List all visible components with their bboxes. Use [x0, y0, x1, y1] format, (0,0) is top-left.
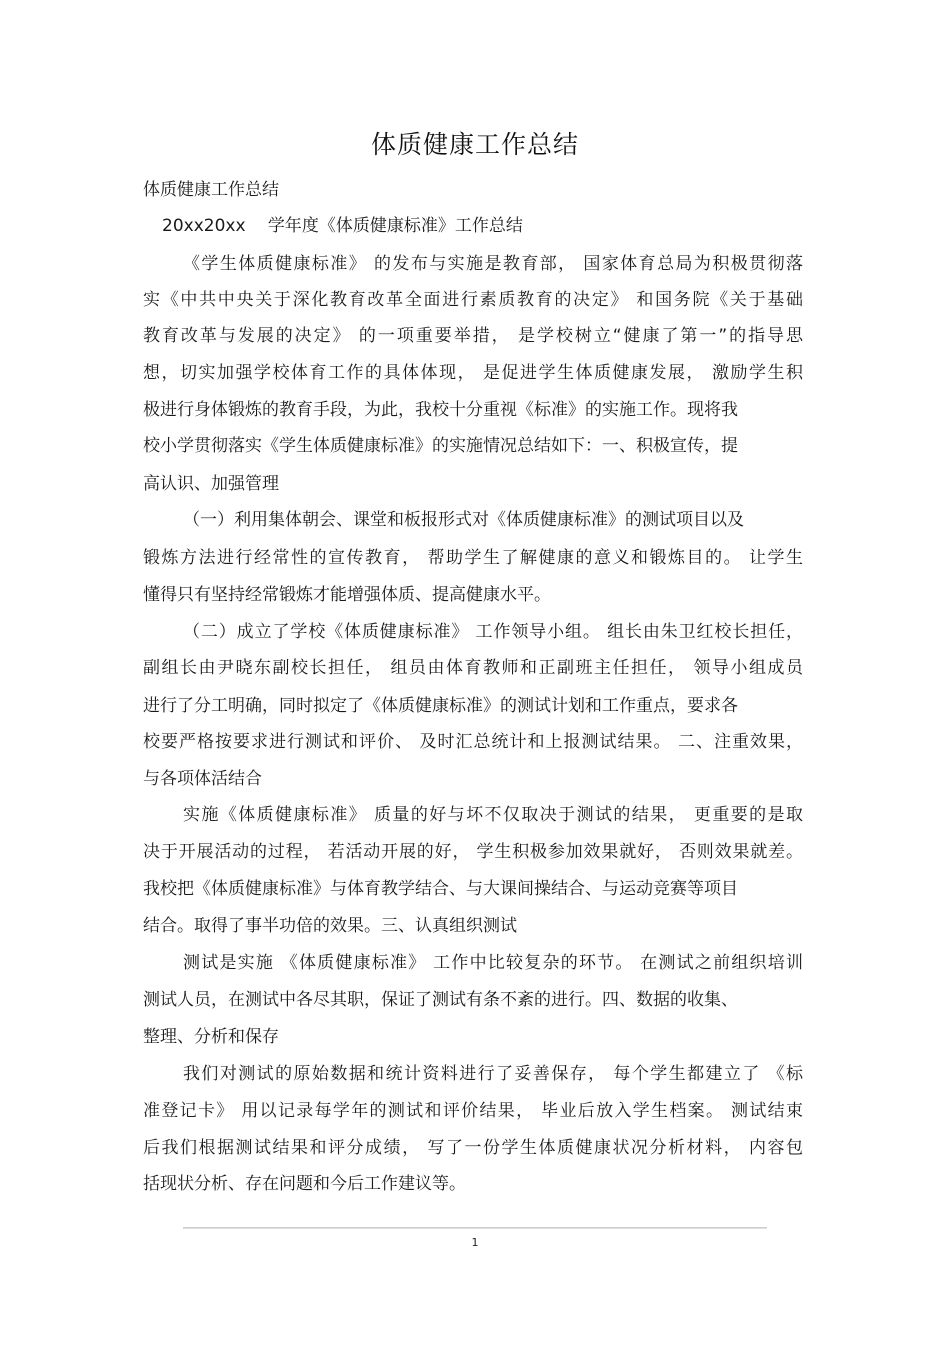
body-line: 副组长由尹晓东副校长担任， 组员由体育教师和正副班主任担任， 领导小组成员 — [143, 658, 803, 678]
body-line: 测试人员，在测试中各尽其职，保证了测试有条不紊的进行。四、数据的收集、 — [143, 990, 738, 1010]
page-number: 1 — [471, 1236, 479, 1249]
body-line: （二）成立了学校《体质健康标准》 工作领导小组。 组长由朱卫红校长担任， — [183, 622, 803, 642]
body-line: 想，切实加强学校体育工作的具体体现， 是促进学生体质健康发展， 激励学生积 — [143, 363, 803, 383]
body-line: 《学生体质健康标准》 的发布与实施是教育部， 国家体育总局为积极贯彻落 — [183, 254, 803, 274]
body-line: 后我们根据测试结果和评分成绩， 写了一份学生体质健康状况分析材料， 内容包 — [143, 1138, 803, 1158]
body-line: 我校把《体质健康标准》与体育教学结合、与大课间操结合、与运动竞赛等项目 — [143, 879, 738, 899]
body-line: 校小学贯彻落实《学生体质健康标准》的实施情况总结如下：一、积极宣传，提 — [143, 436, 738, 456]
body-line: 懂得只有坚持经常锻炼才能增强体质、提高健康水平。 — [143, 585, 551, 605]
body-line: 极进行身体锻炼的教育手段，为此，我校十分重视《标准》的实施工作。现将我 — [143, 400, 738, 420]
section-heading-line: 整理、分析和保存 — [143, 1027, 279, 1047]
body-line: 锻炼方法进行经常性的宣传教育， 帮助学生了解健康的意义和锻炼目的。 让学生 — [143, 548, 803, 568]
body-line: 进行了分工明确，同时拟定了《体质健康标准》的测试计划和工作重点，要求各 — [143, 696, 738, 716]
body-line: 准登记卡》 用以记录每学年的测试和评价结果， 毕业后放入学生档案。 测试结束 — [143, 1101, 803, 1121]
body-line: 实施《体质健康标准》 质量的好与坏不仅取决于测试的结果， 更重要的是取 — [183, 805, 803, 825]
body-line: 我们对测试的原始数据和统计资料进行了妥善保存， 每个学生都建立了 《标 — [183, 1064, 803, 1084]
year-heading-line: 20xx20xx 学年度《体质健康标准》工作总结 — [162, 216, 523, 236]
document-title: 体质健康工作总结 — [370, 130, 579, 159]
body-line: 决于开展活动的过程， 若活动开展的好， 学生积极参加效果就好， 否则效果就差。 — [143, 842, 803, 862]
body-line: 教育改革与发展的决定》 的一项重要举措， 是学校树立“健康了第一”的指导思 — [143, 326, 803, 346]
subtitle-line: 体质健康工作总结 — [143, 180, 279, 200]
body-line: 结合。取得了事半功倍的效果。三、认真组织测试 — [143, 916, 517, 936]
body-line: 实《中共中央关于深化教育改革全面进行素质教育的决定》 和国务院《关于基础 — [143, 290, 803, 310]
body-line: 校要严格按要求进行测试和评价、 及时汇总统计和上报测试结果。 二、注重效果， — [143, 732, 803, 752]
section-heading-line: 高认识、加强管理 — [143, 474, 279, 494]
body-line: 括现状分析、存在问题和今后工作建议等。 — [143, 1174, 466, 1194]
section-heading-line: 与各项体活结合 — [143, 769, 262, 789]
body-line: 测试是实施 《体质健康标准》 工作中比较复杂的环节。 在测试之前组织培训 — [183, 953, 803, 973]
body-line: （一）利用集体朝会、课堂和板报形式对《体质健康标准》的测试项目以及 — [183, 510, 744, 530]
footer-divider — [183, 1227, 767, 1229]
